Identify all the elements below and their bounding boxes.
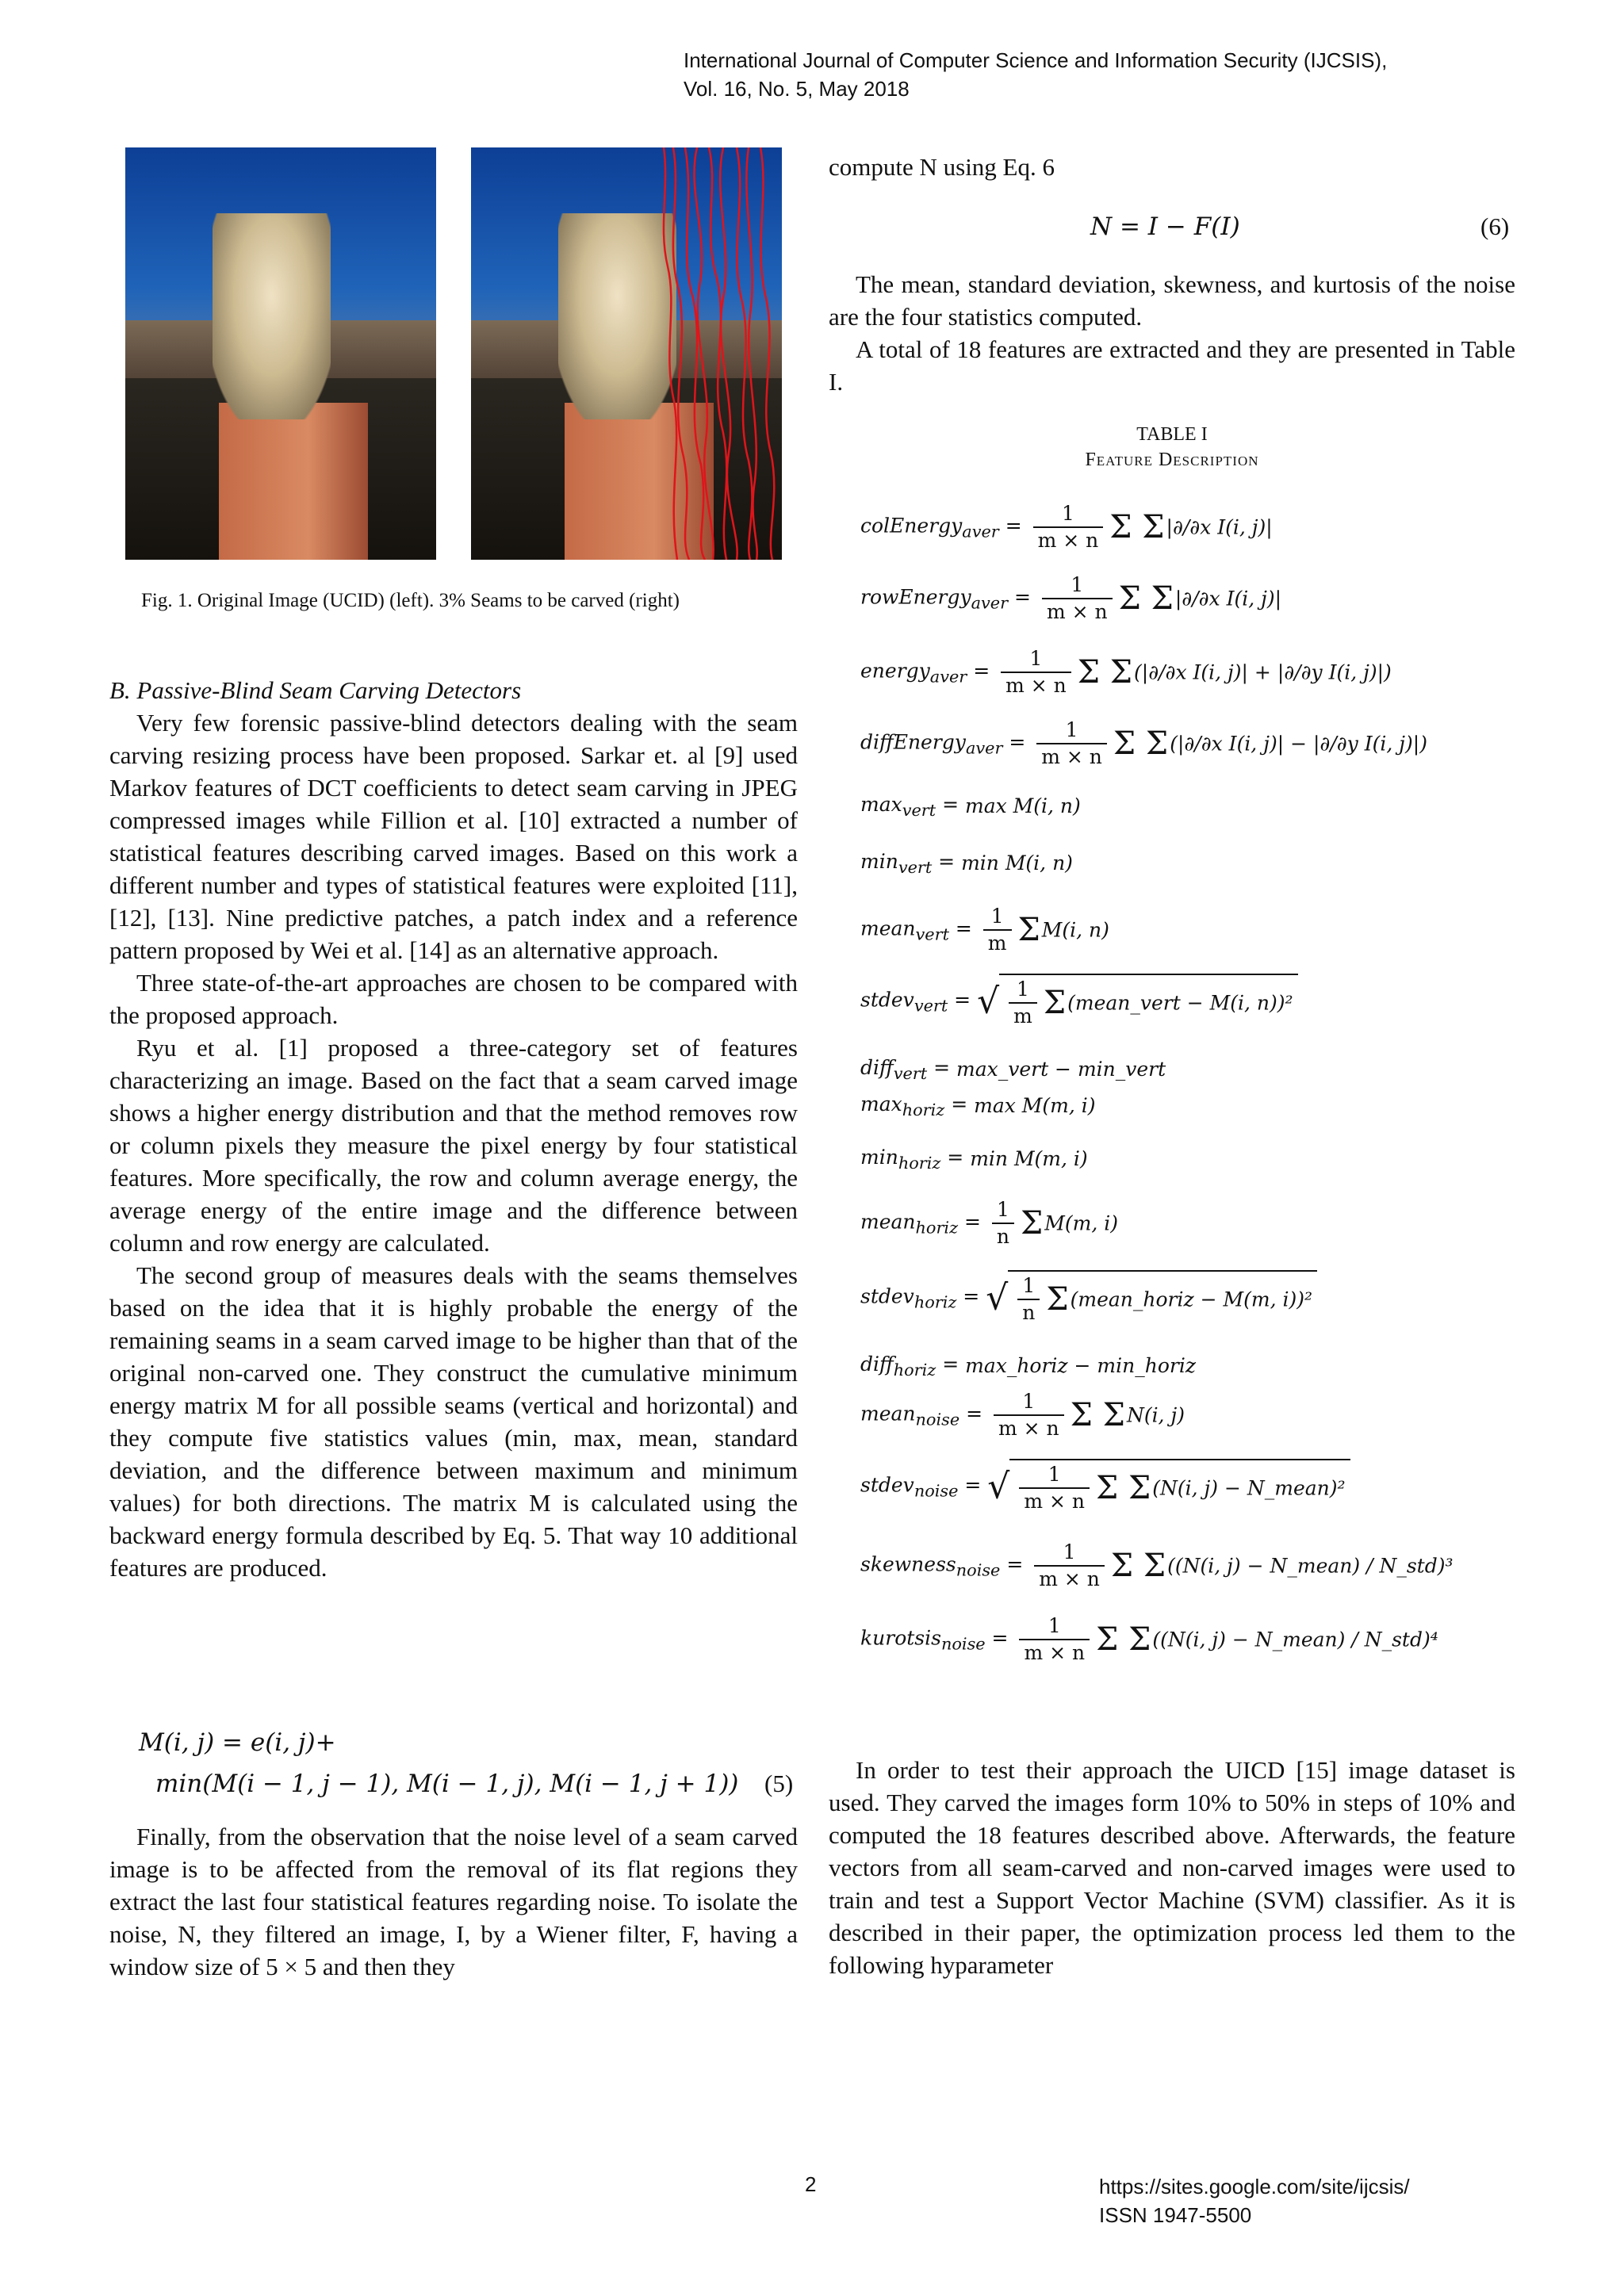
feature-row bbox=[860, 1146, 1088, 1173]
feature-fraction bbox=[983, 904, 1012, 956]
summation-symbol: Σ Σ bbox=[1113, 725, 1169, 762]
feature-fraction bbox=[1017, 1273, 1040, 1326]
summation-symbol: Σ Σ bbox=[1118, 580, 1174, 617]
feature-subscript: aver bbox=[929, 667, 967, 687]
feature-expression: N(i, j) bbox=[1126, 1403, 1185, 1427]
fraction-numerator: 1 bbox=[983, 904, 1012, 931]
feature-fraction bbox=[992, 1197, 1014, 1249]
feature-equals: = bbox=[940, 1146, 971, 1169]
paragraph-3: Ryu et al. [1] proposed a three-category set of features characterizing an image. Based on the fact that a seam carved image shows a higher energy distribution and that the method removes row or column pixels they measure the pixel energy by four statistical features. More specifically, the row and column average energy, the average energy of the entire image and the difference between column and row energy are calculated. bbox=[109, 1034, 798, 1257]
feature-equals: = bbox=[927, 1056, 956, 1079]
feature-expression: ((N(i, j) − N_mean) / N_std)³ bbox=[1167, 1554, 1454, 1578]
figure-caption: Fig. 1. Original Image (UCID) (left). 3% Seams to be carved (right) bbox=[141, 590, 680, 611]
fraction-denominator: m × n bbox=[1037, 529, 1099, 552]
equation-6: N = I − F(I) bbox=[1090, 212, 1240, 241]
journal-line-1: International Journal of Computer Science and Information Security (IJCSIS), bbox=[684, 48, 1388, 72]
feature-fraction bbox=[1009, 977, 1037, 1029]
summation-symbol: Σ bbox=[1017, 912, 1040, 948]
compute-n-text: compute N using Eq. 6 bbox=[829, 153, 1055, 181]
table-title bbox=[829, 422, 1515, 473]
feature-expression: max M(m, i) bbox=[974, 1094, 1096, 1117]
feature-row bbox=[860, 1093, 1095, 1119]
right-column-bottom bbox=[829, 1754, 1515, 1981]
feature-fraction bbox=[1001, 646, 1071, 698]
seam-lines bbox=[471, 147, 782, 560]
paragraph-4: The second group of measures deals with the seams themselves based on the idea that it is highly probable the energy of the remaining seams in a seam carved image to be higher than that of the original non-carved one. They construct the cumulative minimum energy matrix M for all possible seams (vertical and horizontal) and they compute five statistics values (min, max, mean, standard deviation, and the difference between maximum and minimum values) for both directions. The matrix M is calculated using the backward energy formula described by Eq. 5. That way 10 additional features are produced. bbox=[109, 1261, 798, 1582]
fraction-denominator: m × n bbox=[998, 1417, 1059, 1440]
page-number: 2 bbox=[805, 2172, 817, 2196]
fraction-numerator: 1 bbox=[1036, 718, 1107, 744]
feature-subscript: vert bbox=[902, 801, 936, 820]
paragraph-2: Three state-of-the-art approaches are chosen to be compared with the proposed approach. bbox=[109, 969, 798, 1029]
feature-equals: = bbox=[958, 1473, 988, 1497]
feature-subscript: noise bbox=[956, 1560, 1001, 1580]
feature-row bbox=[860, 1613, 1438, 1666]
feature-equals: = bbox=[959, 1402, 989, 1425]
feature-expression: (mean_horiz − M(m, i))² bbox=[1070, 1288, 1312, 1311]
summation-symbol: Σ Σ bbox=[1109, 509, 1165, 545]
feature-subscript: noise bbox=[940, 1634, 986, 1654]
feature-name: mean bbox=[860, 1402, 916, 1425]
feature-expression: (mean_vert − M(i, n))² bbox=[1067, 991, 1293, 1015]
right-column-top bbox=[829, 151, 1515, 183]
feature-subscript: aver bbox=[962, 522, 999, 541]
feature-row bbox=[860, 904, 1109, 956]
feature-name: diff bbox=[860, 1056, 894, 1079]
table-label: TABLE I bbox=[1136, 424, 1208, 445]
fraction-numerator: 1 bbox=[1001, 646, 1071, 673]
summation-symbol: Σ bbox=[1043, 985, 1067, 1021]
feature-row bbox=[860, 572, 1281, 625]
feature-name: stdev bbox=[860, 988, 914, 1012]
feature-subscript: horiz bbox=[915, 1218, 959, 1238]
feature-fraction bbox=[994, 1389, 1064, 1441]
journal-header bbox=[684, 46, 1387, 103]
feature-row bbox=[860, 646, 1392, 698]
feature-row bbox=[860, 850, 1073, 877]
section-title: B. Passive-Blind Seam Carving Detectors bbox=[109, 676, 522, 704]
fraction-denominator: n bbox=[1022, 1301, 1036, 1324]
feature-equals: = bbox=[985, 1626, 1015, 1650]
figure-seam-image bbox=[471, 147, 782, 560]
feature-row bbox=[860, 1389, 1185, 1441]
feature-expression: max M(i, n) bbox=[964, 794, 1081, 817]
feature-subscript: aver bbox=[971, 593, 1009, 613]
feature-subscript: vert bbox=[914, 996, 948, 1016]
equation-6-number: (6) bbox=[1480, 212, 1510, 240]
feature-row bbox=[860, 1459, 1350, 1514]
equation-5-line-2: min(M(i − 1, j − 1), M(i − 1, j), M(i − 1, j + 1)) bbox=[155, 1770, 739, 1798]
feature-subscript: noise bbox=[914, 1481, 959, 1501]
summation-symbol: Σ Σ bbox=[1077, 654, 1133, 691]
fraction-numerator: 1 bbox=[1019, 1613, 1090, 1640]
sqrt-symbol: √ bbox=[986, 1277, 1009, 1318]
feature-subscript: vert bbox=[898, 858, 933, 877]
journal-line-2: Vol. 16, No. 5, May 2018 bbox=[684, 77, 910, 101]
feature-expression: |∂/∂x I(i, j)| bbox=[1166, 515, 1273, 539]
feature-fraction bbox=[1036, 718, 1107, 770]
feature-row bbox=[860, 501, 1273, 553]
fraction-denominator: m × n bbox=[1024, 1490, 1085, 1513]
summation-symbol: Σ bbox=[1021, 1205, 1044, 1242]
feature-equals: = bbox=[967, 659, 997, 683]
feature-name: rowEnergy bbox=[860, 585, 971, 609]
feature-subscript: noise bbox=[915, 1410, 960, 1429]
feature-equals: = bbox=[944, 1093, 975, 1115]
equation-5-line-1: M(i, j) = e(i, j)+ bbox=[139, 1728, 336, 1757]
fraction-numerator: 1 bbox=[1017, 1273, 1040, 1300]
feature-name: mean bbox=[860, 916, 916, 940]
feature-expression: min M(i, n) bbox=[961, 851, 1073, 874]
feature-name: stdev bbox=[860, 1284, 914, 1308]
feature-equals: = bbox=[948, 916, 979, 940]
features-total-paragraph: A total of 18 features are extracted and they are presented in Table I. bbox=[829, 335, 1515, 396]
feature-name: mean bbox=[860, 1210, 916, 1234]
feature-fraction bbox=[1042, 572, 1113, 625]
paragraph-1: Very few forensic passive-blind detectors dealing with the seam carving resizing process have been proposed. Sarkar et. al [9] used Markov features of DCT coefficients to detect seam carving in JPEG compressed images while Fillion et al. [10] extracted a number of statistical features describing carved images. Based on this work a different number and types of statistical features were exploited [11], [12], [13]. Nine predictive patches, a patch index and a reference pattern proposed by Wei et al. [14] as an alternative approach. bbox=[109, 709, 798, 964]
feature-fraction bbox=[1019, 1462, 1090, 1514]
feature-name: max bbox=[860, 1093, 902, 1115]
fraction-numerator: 1 bbox=[1034, 1540, 1105, 1567]
feature-equals: = bbox=[1008, 585, 1037, 609]
summation-symbol: Σ Σ bbox=[1096, 1621, 1151, 1658]
feature-row bbox=[860, 1197, 1118, 1249]
feature-fraction bbox=[1033, 501, 1104, 553]
footer-url: https://sites.google.com/site/ijcsis/ bbox=[1099, 2175, 1410, 2198]
fraction-denominator: m × n bbox=[1005, 674, 1067, 697]
fraction-denominator: n bbox=[996, 1225, 1010, 1248]
sqrt-symbol: √ bbox=[987, 1466, 1010, 1507]
feature-fraction bbox=[1019, 1613, 1090, 1666]
fraction-numerator: 1 bbox=[1033, 501, 1104, 528]
feature-expression: (|∂/∂x I(i, j)| + |∂/∂y I(i, j)|) bbox=[1134, 660, 1392, 684]
feature-name: diffEnergy bbox=[860, 730, 966, 754]
feature-subscript: horiz bbox=[898, 1154, 941, 1173]
feature-name: kurotsis bbox=[860, 1626, 941, 1650]
feature-subscript: horiz bbox=[914, 1292, 957, 1312]
footer-info bbox=[1099, 2172, 1410, 2229]
fraction-denominator: m × n bbox=[1024, 1641, 1086, 1664]
fraction-numerator: 1 bbox=[992, 1197, 1014, 1224]
feature-row bbox=[860, 1353, 1196, 1380]
summation-symbol: Σ Σ bbox=[1096, 1470, 1151, 1506]
feature-equals: = bbox=[1002, 730, 1032, 754]
feature-name: min bbox=[860, 850, 898, 873]
left-column bbox=[109, 674, 798, 1584]
feature-expression: |∂/∂x I(i, j)| bbox=[1174, 587, 1282, 610]
equation-5-number: (5) bbox=[764, 1770, 794, 1797]
feature-subscript: vert bbox=[915, 924, 949, 944]
feature-equals: = bbox=[958, 1210, 987, 1234]
feature-row bbox=[860, 974, 1298, 1029]
fraction-numerator: 1 bbox=[1009, 977, 1037, 1004]
feature-row bbox=[860, 1540, 1454, 1592]
fraction-denominator: m × n bbox=[1041, 745, 1102, 768]
fraction-denominator: m bbox=[987, 932, 1007, 955]
feature-row bbox=[860, 793, 1081, 820]
feature-expression: (|∂/∂x I(i, j)| − |∂/∂y I(i, j)|) bbox=[1170, 732, 1427, 756]
fraction-numerator: 1 bbox=[1042, 572, 1113, 599]
uicd-paragraph: In order to test their approach the UICD [15] image dataset is used. They carved the images form 10% to 50% in steps of 10% and computed the 18 features described above. Afterwards, the feature vectors from all seam-carved and non-carved images were used to train and test a Support Vector Machine (SVM) classifier. As it is described in their paper, the optimization process led them to the following hyparameter bbox=[829, 1756, 1515, 1979]
feature-expression: max_vert − min_vert bbox=[956, 1058, 1166, 1081]
fraction-denominator: m × n bbox=[1039, 1567, 1100, 1590]
footer-issn: ISSN 1947-5500 bbox=[1099, 2203, 1252, 2227]
final-paragraph: Finally, from the observation that the noise level of a seam carved image is to be affected from the removal of its flat regions they extract the last four statistical features regarding noise. To isolate the noise, N, they filtered an image, I, by a Wiener filter, F, having a window size of 5 × 5 and then they bbox=[109, 1823, 798, 1980]
fraction-denominator: m × n bbox=[1046, 600, 1108, 623]
noise-stats-paragraph: The mean, standard deviation, skewness, and kurtosis of the noise are the four statistics computed. bbox=[829, 270, 1515, 331]
summation-symbol: Σ Σ bbox=[1070, 1397, 1125, 1433]
summation-symbol: Σ Σ bbox=[1110, 1548, 1166, 1584]
fraction-numerator: 1 bbox=[994, 1389, 1064, 1416]
feature-equals: = bbox=[1000, 1552, 1030, 1576]
feature-subscript: horiz bbox=[902, 1100, 945, 1119]
feature-row bbox=[860, 718, 1427, 770]
summation-symbol: Σ bbox=[1046, 1281, 1069, 1318]
feature-row bbox=[860, 1056, 1166, 1083]
feature-expression: M(i, n) bbox=[1041, 918, 1109, 942]
feature-equals: = bbox=[956, 1284, 986, 1308]
feature-row bbox=[860, 1270, 1317, 1326]
sqrt-symbol: √ bbox=[977, 981, 1000, 1022]
feature-equals: = bbox=[936, 1353, 966, 1376]
feature-expression: (N(i, j) − N_mean)² bbox=[1152, 1476, 1346, 1500]
feature-name: max bbox=[860, 793, 902, 816]
feature-name: energy bbox=[860, 659, 930, 683]
feature-expression: min M(m, i) bbox=[970, 1147, 1088, 1170]
feature-name: colEnergy bbox=[860, 514, 963, 538]
right-column-paras bbox=[829, 268, 1515, 398]
feature-equals: = bbox=[998, 514, 1028, 538]
feature-name: min bbox=[860, 1146, 898, 1169]
fraction-denominator: m bbox=[1013, 1004, 1032, 1027]
feature-subscript: vert bbox=[893, 1064, 928, 1083]
figure-original-image bbox=[125, 147, 436, 560]
feature-name: stdev bbox=[860, 1473, 914, 1497]
feature-fraction bbox=[1034, 1540, 1105, 1592]
fraction-numerator: 1 bbox=[1019, 1462, 1090, 1489]
feature-equals: = bbox=[948, 988, 978, 1012]
feature-expression: M(m, i) bbox=[1044, 1211, 1118, 1235]
feature-subscript: horiz bbox=[893, 1360, 936, 1380]
feature-name: skewness bbox=[860, 1552, 956, 1576]
feature-expression: ((N(i, j) − N_mean) / N_std)⁴ bbox=[1152, 1628, 1438, 1651]
feature-name: diff bbox=[860, 1353, 894, 1376]
feature-subscript: aver bbox=[965, 738, 1003, 758]
feature-expression: max_horiz − min_horiz bbox=[965, 1354, 1197, 1377]
feature-equals: = bbox=[936, 793, 965, 816]
feature-equals: = bbox=[932, 850, 962, 873]
left-column-bottom bbox=[109, 1820, 798, 1983]
table-caption: Feature Description bbox=[1085, 450, 1259, 470]
